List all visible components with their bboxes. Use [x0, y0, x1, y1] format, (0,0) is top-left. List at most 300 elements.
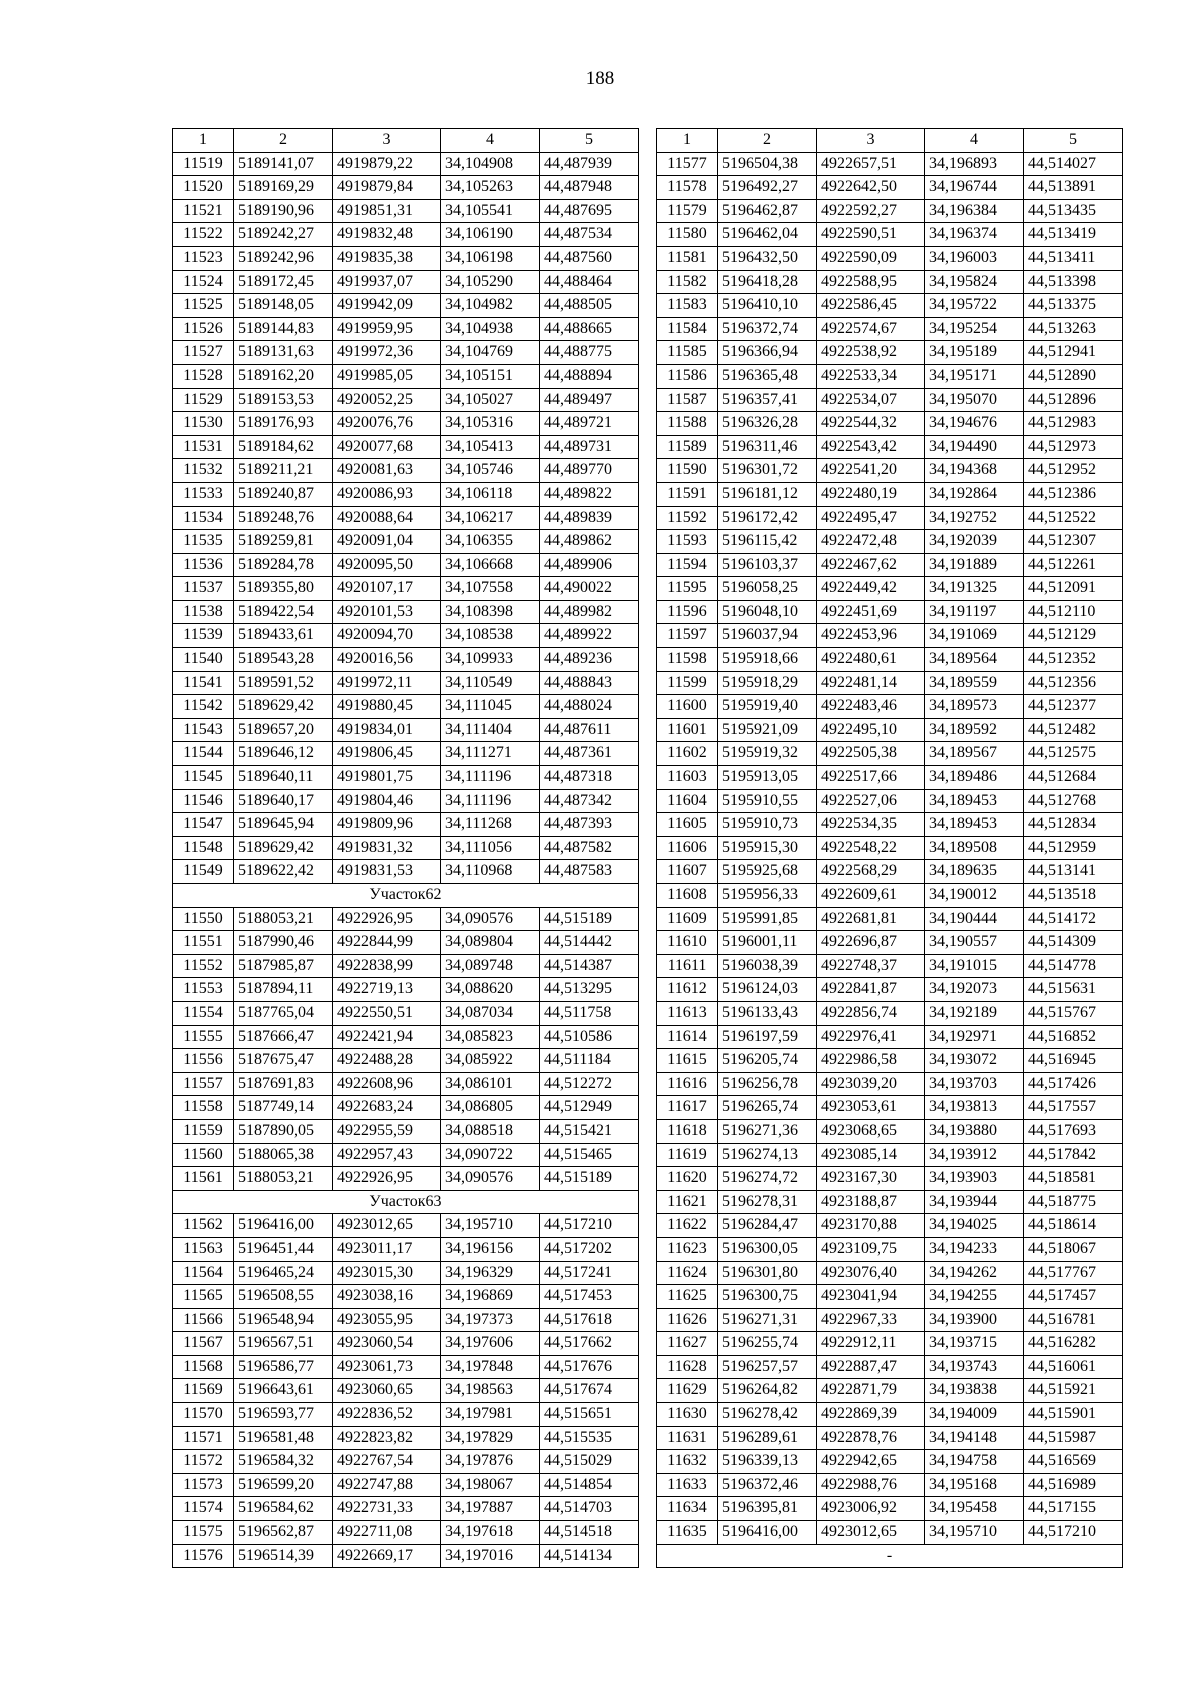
coordinate-cell: 4923188,87 [817, 1190, 925, 1214]
point-number: 11566 [173, 1308, 234, 1332]
coordinate-cell: 34,111196 [441, 789, 540, 813]
coordinate-cell: 44,511758 [540, 1001, 639, 1025]
coordinates-table-right [656, 128, 1123, 1568]
coordinate-cell: 5196301,80 [718, 1261, 817, 1285]
coordinate-cell: 34,085823 [441, 1025, 540, 1049]
coordinate-cell: 5189657,20 [234, 718, 333, 742]
point-number: 11530 [173, 412, 234, 436]
coordinate-cell: 5189190,96 [234, 199, 333, 223]
coordinate-cell: 5189131,63 [234, 341, 333, 365]
table-row [657, 1521, 1123, 1545]
point-number: 11623 [657, 1237, 718, 1261]
coordinate-cell: 5196586,77 [234, 1355, 333, 1379]
point-number: 11594 [657, 553, 718, 577]
coordinate-cell: 5189629,42 [234, 836, 333, 860]
coordinate-cell: 44,517676 [540, 1355, 639, 1379]
point-number: 11519 [173, 152, 234, 176]
coordinate-cell: 4920052,25 [333, 388, 441, 412]
coordinate-cell: 44,512377 [1024, 695, 1123, 719]
coordinate-cell: 44,515987 [1024, 1426, 1123, 1450]
point-number: 11556 [173, 1049, 234, 1073]
coordinate-cell: 34,194148 [925, 1426, 1024, 1450]
point-number: 11629 [657, 1379, 718, 1403]
coordinate-cell: 5189162,20 [234, 364, 333, 388]
coordinate-cell: 5196038,39 [718, 954, 817, 978]
table-row [173, 648, 639, 672]
coordinate-cell: 5196124,03 [718, 978, 817, 1002]
coordinate-cell: 34,193743 [925, 1355, 1024, 1379]
coordinate-cell: 4922887,47 [817, 1355, 925, 1379]
coordinate-cell: 34,197606 [441, 1332, 540, 1356]
coordinate-cell: 5189259,81 [234, 530, 333, 554]
table-row [657, 860, 1123, 884]
table-row [657, 1190, 1123, 1214]
coordinate-cell: 44,513375 [1024, 294, 1123, 318]
table-row [173, 317, 639, 341]
point-number: 11597 [657, 624, 718, 648]
coordinate-cell: 44,516569 [1024, 1450, 1123, 1474]
table-row [657, 718, 1123, 742]
coordinate-cell: 4922719,13 [333, 978, 441, 1002]
table-row [657, 435, 1123, 459]
coordinate-cell: 34,194255 [925, 1285, 1024, 1309]
coordinate-cell: 4922823,82 [333, 1426, 441, 1450]
table-row [657, 1261, 1123, 1285]
coordinate-cell: 44,513419 [1024, 223, 1123, 247]
coordinate-cell: 34,192189 [925, 1001, 1024, 1025]
coordinate-cell: 4919937,07 [333, 270, 441, 294]
point-number: 11622 [657, 1214, 718, 1238]
coordinate-cell: 5187765,04 [234, 1001, 333, 1025]
coordinate-cell: 4923167,30 [817, 1167, 925, 1191]
table-row [657, 1167, 1123, 1191]
header-row [173, 129, 639, 153]
coordinate-cell: 4922505,38 [817, 742, 925, 766]
coordinate-cell: 34,198067 [441, 1473, 540, 1497]
coordinate-cell: 4920077,68 [333, 435, 441, 459]
coordinate-cell: 5187894,11 [234, 978, 333, 1002]
point-number: 11548 [173, 836, 234, 860]
coordinate-cell: 44,517693 [1024, 1119, 1123, 1143]
coordinate-cell: 4922451,69 [817, 600, 925, 624]
point-number: 11568 [173, 1355, 234, 1379]
table-row [657, 1025, 1123, 1049]
table-row [657, 836, 1123, 860]
coordinate-cell: 34,088620 [441, 978, 540, 1002]
coordinate-cell: 5187666,47 [234, 1025, 333, 1049]
coordinate-cell: 5196274,72 [718, 1167, 817, 1191]
coordinate-cell: 34,090576 [441, 907, 540, 931]
coordinate-cell: 44,518581 [1024, 1167, 1123, 1191]
coordinate-cell: 34,189559 [925, 671, 1024, 695]
coordinate-cell: 4919831,53 [333, 860, 441, 884]
point-number: 11596 [657, 600, 718, 624]
point-number: 11619 [657, 1143, 718, 1167]
coordinate-cell: 44,512983 [1024, 412, 1123, 436]
coordinate-cell: 44,513891 [1024, 176, 1123, 200]
table-row [173, 624, 639, 648]
coordinate-cell: 5195915,30 [718, 836, 817, 860]
coordinate-cell: 34,106217 [441, 506, 540, 530]
point-number: 11522 [173, 223, 234, 247]
coordinate-cell: 44,512684 [1024, 766, 1123, 790]
point-number: 11531 [173, 435, 234, 459]
coordinate-cell: 5188065,38 [234, 1143, 333, 1167]
coordinate-cell: 34,087034 [441, 1001, 540, 1025]
coordinate-cell: 34,089748 [441, 954, 540, 978]
coordinate-cell: 44,516781 [1024, 1308, 1123, 1332]
coordinate-cell: 5189640,11 [234, 766, 333, 790]
section-row [173, 1190, 639, 1214]
coordinate-cell: 4922568,29 [817, 860, 925, 884]
point-number: 11520 [173, 176, 234, 200]
coordinate-cell: 44,514518 [540, 1521, 639, 1545]
coordinate-cell: 44,515029 [540, 1450, 639, 1474]
coordinate-cell: 34,193944 [925, 1190, 1024, 1214]
coordinate-cell: 34,195189 [925, 341, 1024, 365]
coordinate-cell: 4920091,04 [333, 530, 441, 554]
coordinate-cell: 44,512949 [540, 1096, 639, 1120]
coordinate-cell: 5196255,74 [718, 1332, 817, 1356]
coordinate-cell: 34,189453 [925, 789, 1024, 813]
coordinate-cell: 4922421,94 [333, 1025, 441, 1049]
coordinate-cell: 4920095,50 [333, 553, 441, 577]
point-number: 11569 [173, 1379, 234, 1403]
coordinate-cell: 44,514442 [540, 931, 639, 955]
coordinate-cell: 34,195824 [925, 270, 1024, 294]
coordinate-cell: 34,194009 [925, 1403, 1024, 1427]
table-row [173, 1544, 639, 1568]
coordinate-cell: 34,197016 [441, 1544, 540, 1568]
table-row [173, 954, 639, 978]
coordinate-cell: 5196265,74 [718, 1096, 817, 1120]
coordinate-cell: 5196257,57 [718, 1355, 817, 1379]
coordinate-cell: 5196256,78 [718, 1072, 817, 1096]
point-number: 11559 [173, 1119, 234, 1143]
point-number: 11579 [657, 199, 718, 223]
coordinate-cell: 5196357,41 [718, 388, 817, 412]
coordinate-cell: 4919972,36 [333, 341, 441, 365]
table-row [173, 1332, 639, 1356]
point-number: 11611 [657, 954, 718, 978]
coordinate-cell: 44,512386 [1024, 482, 1123, 506]
coordinate-cell: 34,086805 [441, 1096, 540, 1120]
coordinate-cell: 4923076,40 [817, 1261, 925, 1285]
coordinate-cell: 34,194368 [925, 459, 1024, 483]
point-number: 11538 [173, 600, 234, 624]
section-title: Участок63 [173, 1190, 639, 1214]
point-number: 11633 [657, 1473, 718, 1497]
point-number: 11592 [657, 506, 718, 530]
coordinate-cell: 34,195710 [441, 1214, 540, 1238]
coordinate-cell: 34,191069 [925, 624, 1024, 648]
point-number: 11560 [173, 1143, 234, 1167]
point-number: 11631 [657, 1426, 718, 1450]
coordinate-cell: 34,195168 [925, 1473, 1024, 1497]
table-row [657, 789, 1123, 813]
table-row [173, 1049, 639, 1073]
table-row [173, 270, 639, 294]
coordinate-cell: 34,105746 [441, 459, 540, 483]
coordinate-cell: 34,108398 [441, 600, 540, 624]
coordinate-cell: 5196048,10 [718, 600, 817, 624]
coordinate-cell: 34,193838 [925, 1379, 1024, 1403]
coordinate-cell: 44,512522 [1024, 506, 1123, 530]
coordinate-cell: 4923012,65 [333, 1214, 441, 1238]
coordinate-cell: 34,197618 [441, 1521, 540, 1545]
coordinate-cell: 5189176,93 [234, 412, 333, 436]
coordinate-cell: 5189646,12 [234, 742, 333, 766]
coordinate-cell: 4922642,50 [817, 176, 925, 200]
coordinate-cell: 34,110549 [441, 671, 540, 695]
point-number: 11527 [173, 341, 234, 365]
coordinate-cell: 34,105316 [441, 412, 540, 436]
coordinate-cell: 5189629,42 [234, 695, 333, 719]
coordinate-cell: 5196115,42 [718, 530, 817, 554]
coordinate-cell: 4922548,22 [817, 836, 925, 860]
point-number: 11549 [173, 860, 234, 884]
point-number: 11604 [657, 789, 718, 813]
coordinate-cell: 44,517674 [540, 1379, 639, 1403]
coordinate-cell: 4919942,09 [333, 294, 441, 318]
coordinate-cell: 5196410,10 [718, 294, 817, 318]
coordinate-cell: 4919831,32 [333, 836, 441, 860]
coordinate-cell: 44,513141 [1024, 860, 1123, 884]
coordinate-cell: 34,105290 [441, 270, 540, 294]
point-number: 11561 [173, 1167, 234, 1191]
coordinate-cell: 4919879,22 [333, 152, 441, 176]
column-header: 4 [441, 129, 540, 153]
table-row [173, 907, 639, 931]
coordinate-cell: 34,192073 [925, 978, 1024, 1002]
coordinate-cell: 5196514,39 [234, 1544, 333, 1568]
coordinate-cell: 5189184,62 [234, 435, 333, 459]
coordinate-cell: 44,487948 [540, 176, 639, 200]
section-title: - [657, 1544, 1123, 1568]
coordinate-cell: 5195918,66 [718, 648, 817, 672]
table-row [173, 1143, 639, 1167]
coordinate-cell: 34,195722 [925, 294, 1024, 318]
coordinate-cell: 4919834,01 [333, 718, 441, 742]
coordinate-cell: 4923068,65 [817, 1119, 925, 1143]
point-number: 11614 [657, 1025, 718, 1049]
table-row [657, 1285, 1123, 1309]
coordinate-cell: 34,086101 [441, 1072, 540, 1096]
point-number: 11624 [657, 1261, 718, 1285]
point-number: 11524 [173, 270, 234, 294]
coordinate-cell: 5187749,14 [234, 1096, 333, 1120]
table-row [173, 246, 639, 270]
coordinate-cell: 34,106668 [441, 553, 540, 577]
coordinate-cell: 5196365,48 [718, 364, 817, 388]
coordinate-cell: 4923060,54 [333, 1332, 441, 1356]
coordinate-cell: 44,489497 [540, 388, 639, 412]
coordinate-cell: 5189248,76 [234, 506, 333, 530]
table-row [173, 695, 639, 719]
coordinate-cell: 4922527,06 [817, 789, 925, 813]
coordinate-cell: 44,487939 [540, 152, 639, 176]
table-row [173, 341, 639, 365]
coordinate-cell: 5189622,42 [234, 860, 333, 884]
coordinate-cell: 34,197848 [441, 1355, 540, 1379]
point-number: 11606 [657, 836, 718, 860]
coordinate-cell: 5196001,11 [718, 931, 817, 955]
point-number: 11577 [657, 152, 718, 176]
table-row [657, 152, 1123, 176]
coordinate-cell: 4920101,53 [333, 600, 441, 624]
coordinate-cell: 4922534,35 [817, 813, 925, 837]
coordinate-cell: 44,487393 [540, 813, 639, 837]
coordinate-cell: 4922957,43 [333, 1143, 441, 1167]
coordinate-cell: 34,196869 [441, 1285, 540, 1309]
table-row [657, 1001, 1123, 1025]
coordinate-cell: 5196418,28 [718, 270, 817, 294]
table-row [657, 388, 1123, 412]
coordinate-cell: 5195921,09 [718, 718, 817, 742]
coordinate-cell: 44,514134 [540, 1544, 639, 1568]
coordinate-cell: 34,190444 [925, 907, 1024, 931]
coordinate-cell: 34,196329 [441, 1261, 540, 1285]
coordinate-cell: 4922481,14 [817, 671, 925, 695]
coordinate-cell: 5188053,21 [234, 907, 333, 931]
coordinate-cell: 4922588,95 [817, 270, 925, 294]
coordinate-cell: 4922841,87 [817, 978, 925, 1002]
coordinate-cell: 44,515535 [540, 1426, 639, 1450]
table-row [173, 1167, 639, 1191]
coordinate-cell: 34,194490 [925, 435, 1024, 459]
coordinate-cell: 5196504,38 [718, 152, 817, 176]
table-row [657, 1096, 1123, 1120]
table-row [173, 600, 639, 624]
coordinate-cell: 44,517767 [1024, 1261, 1123, 1285]
coordinate-cell: 34,196156 [441, 1237, 540, 1261]
table-row [173, 176, 639, 200]
point-number: 11598 [657, 648, 718, 672]
coordinate-cell: 34,192039 [925, 530, 1024, 554]
coordinate-cell: 5189148,05 [234, 294, 333, 318]
coordinate-cell: 5196395,81 [718, 1497, 817, 1521]
coordinate-cell: 5196492,27 [718, 176, 817, 200]
coordinate-cell: 44,512890 [1024, 364, 1123, 388]
coordinate-cell: 4923061,73 [333, 1355, 441, 1379]
point-number: 11553 [173, 978, 234, 1002]
table-row [657, 553, 1123, 577]
point-number: 11534 [173, 506, 234, 530]
coordinate-cell: 5196599,20 [234, 1473, 333, 1497]
point-number: 11586 [657, 364, 718, 388]
coordinate-cell: 5196133,43 [718, 1001, 817, 1025]
coordinate-cell: 34,105541 [441, 199, 540, 223]
coordinate-cell: 4922669,17 [333, 1544, 441, 1568]
table-body [173, 129, 639, 1568]
table-row [657, 813, 1123, 837]
point-number: 11573 [173, 1473, 234, 1497]
point-number: 11558 [173, 1096, 234, 1120]
coordinate-cell: 34,197829 [441, 1426, 540, 1450]
coordinate-cell: 4922544,32 [817, 412, 925, 436]
table-row [173, 577, 639, 601]
coordinate-cell: 5196058,25 [718, 577, 817, 601]
coordinate-cell: 34,195710 [925, 1521, 1024, 1545]
page-number: 188 [585, 68, 615, 89]
table-row [657, 176, 1123, 200]
coordinate-cell: 5189141,07 [234, 152, 333, 176]
coordinate-cell: 4922541,20 [817, 459, 925, 483]
coordinate-cell: 4923015,30 [333, 1261, 441, 1285]
coordinate-cell: 4919806,45 [333, 742, 441, 766]
point-number: 11627 [657, 1332, 718, 1356]
point-number: 11600 [657, 695, 718, 719]
coordinate-cell: 34,111268 [441, 813, 540, 837]
coordinate-cell: 34,085922 [441, 1049, 540, 1073]
point-number: 11574 [173, 1497, 234, 1521]
coordinate-cell: 34,193912 [925, 1143, 1024, 1167]
coordinate-cell: 34,196893 [925, 152, 1024, 176]
table-row [657, 695, 1123, 719]
coordinate-cell: 44,514027 [1024, 152, 1123, 176]
coordinate-cell: 4919985,05 [333, 364, 441, 388]
column-header: 5 [1024, 129, 1123, 153]
point-number: 11562 [173, 1214, 234, 1238]
coordinate-cell: 4923053,61 [817, 1096, 925, 1120]
coordinate-cell: 4922574,67 [817, 317, 925, 341]
table-row [657, 223, 1123, 247]
coordinate-cell: 34,193072 [925, 1049, 1024, 1073]
coordinate-cell: 34,111056 [441, 836, 540, 860]
coordinate-cell: 5196372,46 [718, 1473, 817, 1497]
table-row [173, 789, 639, 813]
point-number: 11532 [173, 459, 234, 483]
coordinate-cell: 5189591,52 [234, 671, 333, 695]
table-row [173, 1355, 639, 1379]
table-row [173, 553, 639, 577]
table-row [657, 412, 1123, 436]
coordinate-cell: 5189242,27 [234, 223, 333, 247]
table-row [173, 1261, 639, 1285]
table-row [173, 1426, 639, 1450]
coordinate-cell: 34,193900 [925, 1308, 1024, 1332]
point-number: 11602 [657, 742, 718, 766]
coordinate-cell: 44,512959 [1024, 836, 1123, 860]
coordinate-cell: 44,516282 [1024, 1332, 1123, 1356]
coordinate-cell: 34,195458 [925, 1497, 1024, 1521]
coordinate-cell: 5187890,05 [234, 1119, 333, 1143]
coordinate-cell: 4922711,08 [333, 1521, 441, 1545]
header-row [657, 129, 1123, 153]
coordinate-cell: 5189284,78 [234, 553, 333, 577]
coordinate-cell: 4922608,96 [333, 1072, 441, 1096]
table-row [173, 1096, 639, 1120]
coordinate-cell: 4920107,17 [333, 577, 441, 601]
coordinate-cell: 44,513435 [1024, 199, 1123, 223]
table-row [173, 294, 639, 318]
coordinate-cell: 34,192864 [925, 482, 1024, 506]
coordinate-cell: 4922878,76 [817, 1426, 925, 1450]
coordinate-cell: 44,488024 [540, 695, 639, 719]
coordinate-cell: 34,194758 [925, 1450, 1024, 1474]
table-row [657, 199, 1123, 223]
table-row [657, 317, 1123, 341]
coordinate-cell: 4923085,14 [817, 1143, 925, 1167]
table-row [173, 1379, 639, 1403]
coordinate-cell: 34,189592 [925, 718, 1024, 742]
coordinate-cell: 44,489731 [540, 435, 639, 459]
table-row [657, 482, 1123, 506]
coordinate-cell: 4922592,27 [817, 199, 925, 223]
table-row [173, 813, 639, 837]
coordinate-cell: 4922912,11 [817, 1332, 925, 1356]
coordinate-cell: 44,515631 [1024, 978, 1123, 1002]
